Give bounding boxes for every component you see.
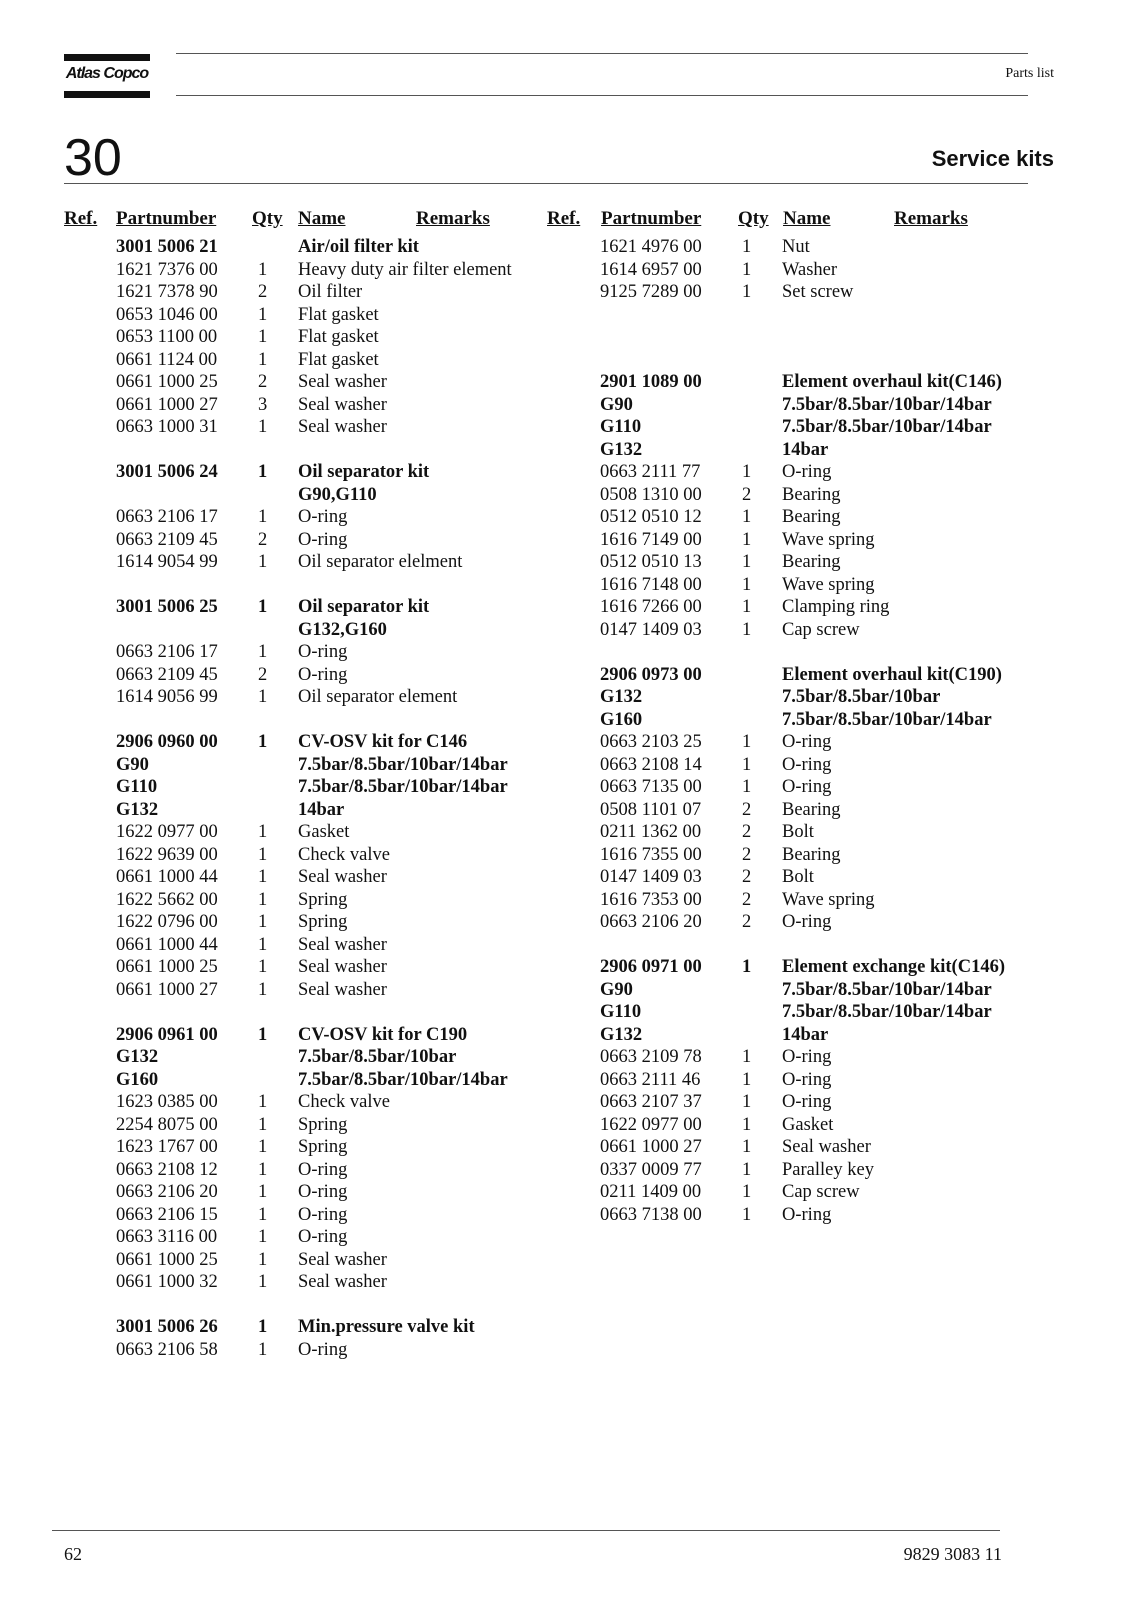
name-cell: Seal washer <box>298 417 387 437</box>
partnumber-cell: 0661 1000 32 <box>116 1272 218 1292</box>
partnumber-cell: 1622 0977 00 <box>600 1114 702 1135</box>
partnumber-cell: 0663 2106 20 <box>116 1182 218 1202</box>
name-cell: O-ring <box>782 1204 832 1225</box>
partnumber-cell: 2906 0973 00 <box>600 664 702 685</box>
partnumber-cell: 0508 1101 07 <box>600 799 702 820</box>
qty-cell: 2 <box>258 664 268 685</box>
qty-cell: 1 <box>742 597 752 617</box>
col-header-qty: Qty <box>252 208 283 229</box>
partnumber-cell: 0211 1362 00 <box>600 822 702 842</box>
col-header-name: Name <box>783 208 831 229</box>
name-cell: Flat gasket <box>298 327 379 347</box>
qty-cell: 1 <box>258 304 268 325</box>
name-cell: 7.5bar/8.5bar/10bar/14bar <box>782 394 992 415</box>
page-number: 62 <box>64 1544 82 1564</box>
col-header-ref: Ref. <box>64 208 98 229</box>
qty-cell: 2 <box>258 529 268 550</box>
col-header-partnumber: Partnumber <box>601 208 702 229</box>
name-cell: Wave spring <box>782 574 875 595</box>
qty-cell: 1 <box>258 844 268 865</box>
partnumber-cell: 1622 9639 00 <box>116 844 218 865</box>
qty-cell: 1 <box>742 732 752 752</box>
qty-cell: 1 <box>258 507 268 527</box>
footer-rule <box>52 1530 1000 1531</box>
header-rule-top <box>176 53 1028 54</box>
name-cell: Oil filter <box>298 282 363 302</box>
qty-cell: 1 <box>742 1159 752 1180</box>
qty-cell: 1 <box>742 507 752 527</box>
partnumber-cell: 0508 1310 00 <box>600 484 702 505</box>
qty-cell: 1 <box>742 957 752 977</box>
partnumber-cell: 0147 1409 03 <box>600 867 702 887</box>
qty-cell: 1 <box>258 957 268 977</box>
name-cell: CV-OSV kit for C190 <box>298 1024 468 1045</box>
partnumber-cell: 2906 0971 00 <box>600 957 702 977</box>
name-cell: Spring <box>298 912 348 932</box>
name-cell: Washer <box>782 259 838 280</box>
name-cell: 7.5bar/8.5bar/10bar/14bar <box>782 709 992 730</box>
name-cell: 14bar <box>782 439 829 460</box>
partnumber-cell: 2254 8075 00 <box>116 1114 218 1135</box>
name-cell: Seal washer <box>298 934 387 955</box>
partnumber-cell: 1622 5662 00 <box>116 889 218 910</box>
qty-cell: 1 <box>258 1024 268 1045</box>
partnumber-cell: 1623 1767 00 <box>116 1137 218 1157</box>
name-cell: 7.5bar/8.5bar/10bar/14bar <box>782 979 992 1000</box>
qty-cell: 1 <box>742 237 752 257</box>
partnumber-cell: 3001 5006 21 <box>116 237 218 257</box>
qty-cell: 1 <box>258 1272 268 1292</box>
name-cell: O-ring <box>298 507 348 527</box>
name-cell: O-ring <box>782 912 832 932</box>
qty-cell: 1 <box>742 529 752 550</box>
name-cell: Oil separator kit <box>298 462 430 482</box>
partnumber-cell: 1621 4976 00 <box>600 237 702 257</box>
name-cell: Cap screw <box>782 619 860 640</box>
partnumber-cell: 0663 2103 25 <box>600 732 702 752</box>
qty-cell: 2 <box>742 844 752 865</box>
partnumber-cell: 0211 1409 00 <box>600 1182 702 1202</box>
header-rule-bottom <box>176 95 1028 96</box>
partnumber-cell: 1621 7376 00 <box>116 259 218 280</box>
name-cell: G132,G160 <box>298 619 387 640</box>
name-cell: 7.5bar/8.5bar/10bar <box>782 687 941 707</box>
partnumber-cell: 3001 5006 24 <box>116 462 218 482</box>
qty-cell: 1 <box>258 889 268 910</box>
partnumber-cell: 0663 2108 14 <box>600 754 702 775</box>
partnumber-cell: 0663 2111 46 <box>600 1069 701 1090</box>
chapter-number: 30 <box>64 129 122 187</box>
section-title: Service kits <box>931 146 1054 171</box>
partnumber-cell: 0663 2111 77 <box>600 462 701 482</box>
partnumber-cell: G90 <box>600 979 633 1000</box>
name-cell: O-ring <box>782 754 832 775</box>
name-cell: Min.pressure valve kit <box>298 1317 475 1337</box>
name-cell: Gasket <box>782 1114 834 1135</box>
partnumber-cell: 0663 7135 00 <box>600 777 702 797</box>
partnumber-cell: 1614 9054 99 <box>116 552 218 572</box>
partnumber-cell: 1616 7148 00 <box>600 574 702 595</box>
partnumber-cell: 1616 7149 00 <box>600 529 702 550</box>
name-cell: Oil separator kit <box>298 597 430 617</box>
partnumber-cell: 0661 1000 27 <box>116 979 218 1000</box>
name-cell: 14bar <box>298 799 345 820</box>
name-cell: O-ring <box>298 1159 348 1180</box>
name-cell: O-ring <box>782 1092 832 1112</box>
name-cell: G90,G110 <box>298 484 377 505</box>
qty-cell: 1 <box>258 1339 268 1360</box>
qty-cell: 1 <box>258 1204 268 1225</box>
partnumber-cell: 1623 0385 00 <box>116 1092 218 1112</box>
qty-cell: 1 <box>742 282 752 302</box>
qty-cell: 2 <box>742 889 752 910</box>
name-cell: Spring <box>298 1137 348 1157</box>
partnumber-cell: G132 <box>600 439 643 460</box>
partnumber-cell: G132 <box>600 687 643 707</box>
partnumber-cell: G90 <box>600 394 633 415</box>
qty-cell: 1 <box>258 1114 268 1135</box>
name-cell: Seal washer <box>298 957 387 977</box>
partnumber-cell: 0661 1000 27 <box>116 394 218 415</box>
qty-cell: 1 <box>258 979 268 1000</box>
partnumber-cell: 0653 1100 00 <box>116 327 218 347</box>
qty-cell: 1 <box>742 462 752 482</box>
partnumber-cell: G160 <box>600 709 643 730</box>
partnumber-cell: 0661 1000 25 <box>116 372 218 392</box>
name-cell: Seal washer <box>298 372 387 392</box>
col-header-ref: Ref. <box>547 208 581 229</box>
partnumber-cell: 0661 1000 25 <box>116 1249 218 1270</box>
name-cell: Element overhaul kit(C190) <box>782 664 1002 685</box>
name-cell: Gasket <box>298 822 350 842</box>
qty-cell: 1 <box>258 1227 268 1247</box>
qty-cell: 1 <box>742 259 752 280</box>
name-cell: Oil separator element <box>298 687 458 707</box>
partnumber-cell: 1622 0796 00 <box>116 912 218 932</box>
name-cell: Flat gasket <box>298 304 379 325</box>
qty-cell: 1 <box>258 1137 268 1157</box>
partnumber-cell: 0663 2108 12 <box>116 1159 218 1180</box>
name-cell: Element exchange kit(C146) <box>782 957 1005 977</box>
partnumber-cell: 0661 1124 00 <box>116 349 218 370</box>
document-type: Parts list <box>1005 66 1054 81</box>
qty-cell: 1 <box>258 934 268 955</box>
name-cell: O-ring <box>782 1069 832 1090</box>
logo-text: Atlas Copco <box>65 65 149 82</box>
partnumber-cell: 0663 7138 00 <box>600 1204 702 1225</box>
qty-cell: 1 <box>742 1204 752 1225</box>
partnumber-cell: 0661 1000 27 <box>600 1137 702 1157</box>
qty-cell: 1 <box>258 687 268 707</box>
name-cell: Seal washer <box>782 1137 871 1157</box>
logo-bar-bottom <box>64 91 150 98</box>
col-header-remarks: Remarks <box>894 208 968 229</box>
partnumber-cell: 0663 2106 20 <box>600 912 702 932</box>
col-header-remarks: Remarks <box>416 208 490 229</box>
name-cell: Cap screw <box>782 1182 860 1202</box>
name-cell: Bearing <box>782 552 841 572</box>
qty-cell: 1 <box>742 1047 752 1067</box>
name-cell: Wave spring <box>782 889 875 910</box>
qty-cell: 1 <box>258 1249 268 1270</box>
qty-cell: 1 <box>742 619 752 640</box>
partnumber-cell: 2906 0961 00 <box>116 1024 218 1045</box>
name-cell: Seal washer <box>298 867 387 887</box>
name-cell: Clamping ring <box>782 597 890 617</box>
qty-cell: 1 <box>742 777 752 797</box>
partnumber-cell: 0663 3116 00 <box>116 1227 218 1247</box>
name-cell: Element overhaul kit(C146) <box>782 372 1002 392</box>
qty-cell: 2 <box>258 282 268 302</box>
partnumber-cell: 0663 2107 37 <box>600 1092 702 1112</box>
partnumber-cell: 0512 0510 12 <box>600 507 702 527</box>
qty-cell: 3 <box>258 394 268 415</box>
name-cell: 14bar <box>782 1024 829 1045</box>
qty-cell: 2 <box>742 799 752 820</box>
qty-cell: 1 <box>742 1137 752 1157</box>
name-cell: 7.5bar/8.5bar/10bar/14bar <box>782 1002 992 1022</box>
partnumber-cell: 3001 5006 26 <box>116 1317 218 1337</box>
qty-cell: 1 <box>742 1182 752 1202</box>
partnumber-cell: 1621 7378 90 <box>116 282 218 302</box>
name-cell: Spring <box>298 889 348 910</box>
partnumber-cell: 0663 2109 45 <box>116 664 218 685</box>
partnumber-cell: 0661 1000 44 <box>116 934 218 955</box>
name-cell: Nut <box>782 237 810 257</box>
name-cell: 7.5bar/8.5bar/10bar/14bar <box>782 417 992 437</box>
name-cell: Air/oil filter kit <box>298 237 419 257</box>
partnumber-cell: 1622 0977 00 <box>116 822 218 842</box>
partnumber-cell: 0337 0009 77 <box>600 1159 702 1180</box>
name-cell: Flat gasket <box>298 349 379 370</box>
partnumber-cell: 2901 1089 00 <box>600 372 702 392</box>
partnumber-cell: 0653 1046 00 <box>116 304 218 325</box>
name-cell: Heavy duty air filter element <box>298 259 512 280</box>
name-cell: O-ring <box>298 1339 348 1360</box>
partnumber-cell: G132 <box>116 799 159 820</box>
partnumber-cell: 0663 1000 31 <box>116 417 218 437</box>
qty-cell: 1 <box>258 462 268 482</box>
name-cell: Bearing <box>782 507 841 527</box>
partnumber-cell: 1614 9056 99 <box>116 687 218 707</box>
partnumber-cell: 0663 2109 45 <box>116 529 218 550</box>
name-cell: O-ring <box>782 462 832 482</box>
col-header-partnumber: Partnumber <box>116 208 217 229</box>
qty-cell: 1 <box>258 642 268 662</box>
qty-cell: 1 <box>258 552 268 572</box>
qty-cell: 1 <box>742 552 752 572</box>
partnumber-cell: G132 <box>116 1047 159 1067</box>
partnumber-cell: 0663 2106 58 <box>116 1339 218 1360</box>
qty-cell: 1 <box>742 754 752 775</box>
name-cell: 7.5bar/8.5bar/10bar/14bar <box>298 754 508 775</box>
name-cell: 7.5bar/8.5bar/10bar/14bar <box>298 1069 508 1090</box>
partnumber-cell: 0663 2109 78 <box>600 1047 702 1067</box>
partnumber-cell: G110 <box>600 1002 642 1022</box>
partnumber-cell: 0663 2106 17 <box>116 507 218 527</box>
name-cell: 7.5bar/8.5bar/10bar/14bar <box>298 777 508 797</box>
qty-cell: 1 <box>258 259 268 280</box>
qty-cell: 1 <box>742 574 752 595</box>
name-cell: Bearing <box>782 484 841 505</box>
section-rule <box>64 183 1028 184</box>
partnumber-cell: G132 <box>600 1024 643 1045</box>
partnumber-cell: 1616 7266 00 <box>600 597 702 617</box>
partnumber-cell: G110 <box>600 417 642 437</box>
name-cell: Check valve <box>298 1092 390 1112</box>
partnumber-cell: 1616 7355 00 <box>600 844 702 865</box>
logo-bar-top <box>64 54 150 61</box>
name-cell: Oil separator elelment <box>298 552 463 572</box>
name-cell: O-ring <box>298 642 348 662</box>
partnumber-cell: 9125 7289 00 <box>600 282 702 302</box>
col-header-name: Name <box>298 208 346 229</box>
qty-cell: 1 <box>258 1159 268 1180</box>
partnumber-cell: 2906 0960 00 <box>116 732 218 752</box>
qty-cell: 1 <box>258 349 268 370</box>
name-cell: Paralley key <box>782 1159 874 1180</box>
qty-cell: 1 <box>742 1092 752 1112</box>
qty-cell: 2 <box>742 484 752 505</box>
qty-cell: 1 <box>258 597 268 617</box>
qty-cell: 1 <box>258 912 268 932</box>
name-cell: Check valve <box>298 844 390 865</box>
name-cell: O-ring <box>298 529 348 550</box>
qty-cell: 1 <box>258 1317 268 1337</box>
name-cell: 7.5bar/8.5bar/10bar <box>298 1047 457 1067</box>
partnumber-cell: 0663 2106 15 <box>116 1204 218 1225</box>
name-cell: Bearing <box>782 799 841 820</box>
name-cell: O-ring <box>298 1204 348 1225</box>
partnumber-cell: G160 <box>116 1069 159 1090</box>
partnumber-cell: 0663 2106 17 <box>116 642 218 662</box>
name-cell: Bearing <box>782 844 841 865</box>
document-number: 9829 3083 11 <box>903 1544 1002 1564</box>
partnumber-cell: 0661 1000 25 <box>116 957 218 977</box>
qty-cell: 1 <box>258 327 268 347</box>
qty-cell: 1 <box>742 1069 752 1090</box>
name-cell: O-ring <box>782 1047 832 1067</box>
partnumber-cell: 3001 5006 25 <box>116 597 218 617</box>
name-cell: Bolt <box>782 822 814 842</box>
qty-cell: 1 <box>742 1114 752 1135</box>
name-cell: O-ring <box>298 664 348 685</box>
col-header-qty: Qty <box>738 208 769 229</box>
qty-cell: 1 <box>258 867 268 887</box>
partnumber-cell: 0147 1409 03 <box>600 619 702 640</box>
partnumber-cell: G90 <box>116 754 149 775</box>
name-cell: O-ring <box>782 732 832 752</box>
qty-cell: 2 <box>742 867 752 887</box>
name-cell: Seal washer <box>298 979 387 1000</box>
partnumber-cell: G110 <box>116 777 158 797</box>
partnumber-cell: 1616 7353 00 <box>600 889 702 910</box>
qty-cell: 2 <box>742 912 752 932</box>
qty-cell: 1 <box>258 1092 268 1112</box>
name-cell: O-ring <box>782 777 832 797</box>
qty-cell: 1 <box>258 1182 268 1202</box>
name-cell: Bolt <box>782 867 814 887</box>
name-cell: Set screw <box>782 282 854 302</box>
partnumber-cell: 0512 0510 13 <box>600 552 702 572</box>
partnumber-cell: 1614 6957 00 <box>600 259 702 280</box>
atlas-copco-logo <box>64 54 150 98</box>
name-cell: O-ring <box>298 1227 348 1247</box>
name-cell: CV-OSV kit for C146 <box>298 732 468 752</box>
name-cell: Seal washer <box>298 1272 387 1292</box>
qty-cell: 1 <box>258 822 268 842</box>
qty-cell: 1 <box>258 417 268 437</box>
qty-cell: 2 <box>258 372 268 392</box>
partnumber-cell: 0661 1000 44 <box>116 867 218 887</box>
name-cell: Seal washer <box>298 1249 387 1270</box>
name-cell: Wave spring <box>782 529 875 550</box>
name-cell: Spring <box>298 1114 348 1135</box>
qty-cell: 1 <box>258 732 268 752</box>
qty-cell: 2 <box>742 822 752 842</box>
name-cell: O-ring <box>298 1182 348 1202</box>
name-cell: Seal washer <box>298 394 387 415</box>
